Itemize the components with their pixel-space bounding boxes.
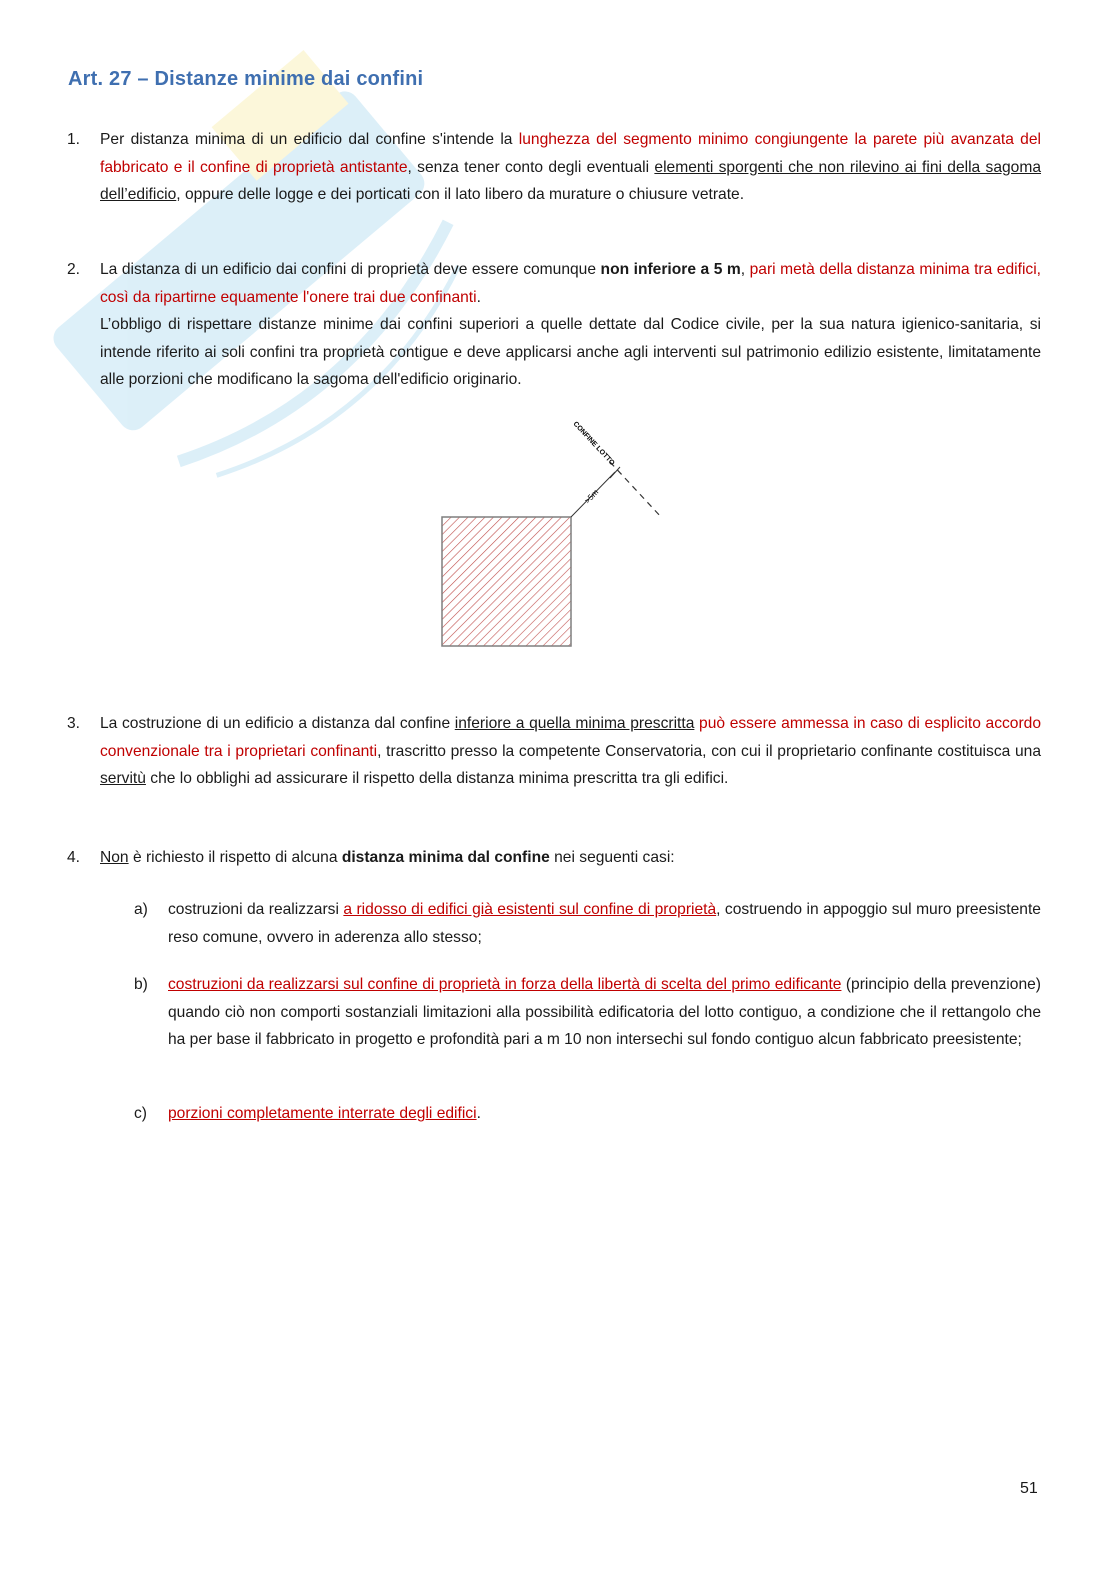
item-number-2: 2. (67, 261, 81, 278)
paragraph-1 (100, 126, 1041, 209)
text: La costruzione di un edificio a distanza dal confine (100, 715, 455, 732)
underlined-text: elementi sporgenti che non rilevino ai fini della sagoma dell’edificio (100, 158, 1042, 203)
distance-diagram (420, 412, 680, 662)
subitem-a (168, 896, 1041, 951)
emphasis-underlined-text: a ridosso di edifici già esistenti sul confine di proprietà (343, 901, 717, 918)
item-number-4: 4. (67, 849, 81, 866)
emphasis-text: pari metà della distanza minima tra edifici, così da ripartirne equamente l'onere trai due confinanti (100, 261, 1041, 306)
text: (principio della prevenzione) quando ciò non comporti sostanziali limitazioni alla possibilità edificatoria del lotto contiguo, a condizione che il rettangolo che ha per base il fabbricato in progetto e profondità pari a m 10 non intersechi sul fondo contiguo alcun fabbricato preesistente; (168, 976, 1041, 1048)
paragraph-3 (100, 710, 1041, 793)
emphasis-text: può essere ammessa in caso di esplicito accordo convenzionale tra i proprietari confinanti (100, 715, 1041, 760)
underlined-text: inferiore a quella minima prescritta (454, 715, 695, 732)
bold-text: non inferiore a 5 m (600, 261, 741, 278)
text: Per distanza minima di un edificio dal confine s'intende la (100, 131, 519, 148)
distance-label: >5m (582, 487, 601, 506)
article-heading: Art. 27 – Distanze minime dai confini (68, 68, 424, 90)
text: , oppure delle logge e dei porticati con il lato libero da murature o chiusure vetrate. (176, 186, 745, 203)
distance-tick (610, 467, 620, 478)
subitem-letter-b: b) (134, 976, 148, 993)
subitem-c (168, 1100, 1041, 1128)
item-number-3: 3. (67, 715, 81, 732)
text: . (476, 1105, 481, 1122)
emphasis-underlined-text: costruzioni da realizzarsi sul confine di proprietà in forza della libertà di scelta del primo edificante (168, 976, 842, 993)
text: che lo obblighi ad assicurare il rispetto della distanza minima prescritta tra gli edifici. (145, 770, 729, 787)
text: L’obbligo di rispettare distanze minime dai confini superiori a quelle dettate dal Codice civile, per la sua natura igienico-sanitaria, si intende riferito ai soli confini tra proprietà contigue e deve applicarsi anche agli interventi sul patrimonio edilizio esistente, limitatamente alle porzioni che modificano la sagoma dell'edificio originario. (100, 316, 1041, 388)
text: , (740, 261, 750, 278)
subitem-b (168, 971, 1041, 1054)
emphasis-text: lunghezza del segmento minimo congiungente la parete più avanzata del fabbricato e il confine di proprietà antistante (100, 131, 1041, 176)
text: . (476, 288, 481, 306)
paragraph-4 (100, 844, 1041, 872)
underlined-text: servitù (100, 770, 146, 787)
text: , trascritto presso la competente Conservatoria, con cui il proprietario confinante costituisca una (377, 742, 1041, 760)
paragraph-2 (100, 256, 1041, 394)
boundary-label: CONFINE LOTTO (571, 420, 616, 468)
bold-text: distanza minima dal confine (341, 849, 550, 866)
text: , costruendo in appoggio sul muro preesistente reso comune, ovvero in aderenza allo stesso; (168, 901, 1041, 946)
text: è richiesto il rispetto di alcuna (128, 849, 342, 866)
text: La distanza di un edificio dai confini di proprietà deve essere comunque (100, 261, 601, 278)
building-footprint (442, 517, 571, 646)
page-number: 51 (1020, 1480, 1038, 1497)
emphasis-underlined-text: porzioni completamente interrate degli edifici (168, 1105, 477, 1122)
underlined-text: Non (100, 849, 129, 866)
subitem-letter-c: c) (134, 1105, 147, 1122)
text: nei seguenti casi: (549, 849, 675, 866)
boundary-line (610, 462, 662, 518)
text: costruzioni da realizzarsi (168, 901, 344, 918)
text: , senza tener conto degli eventuali (407, 158, 655, 176)
subitem-letter-a: a) (134, 901, 148, 918)
item-number-1: 1. (67, 131, 81, 148)
